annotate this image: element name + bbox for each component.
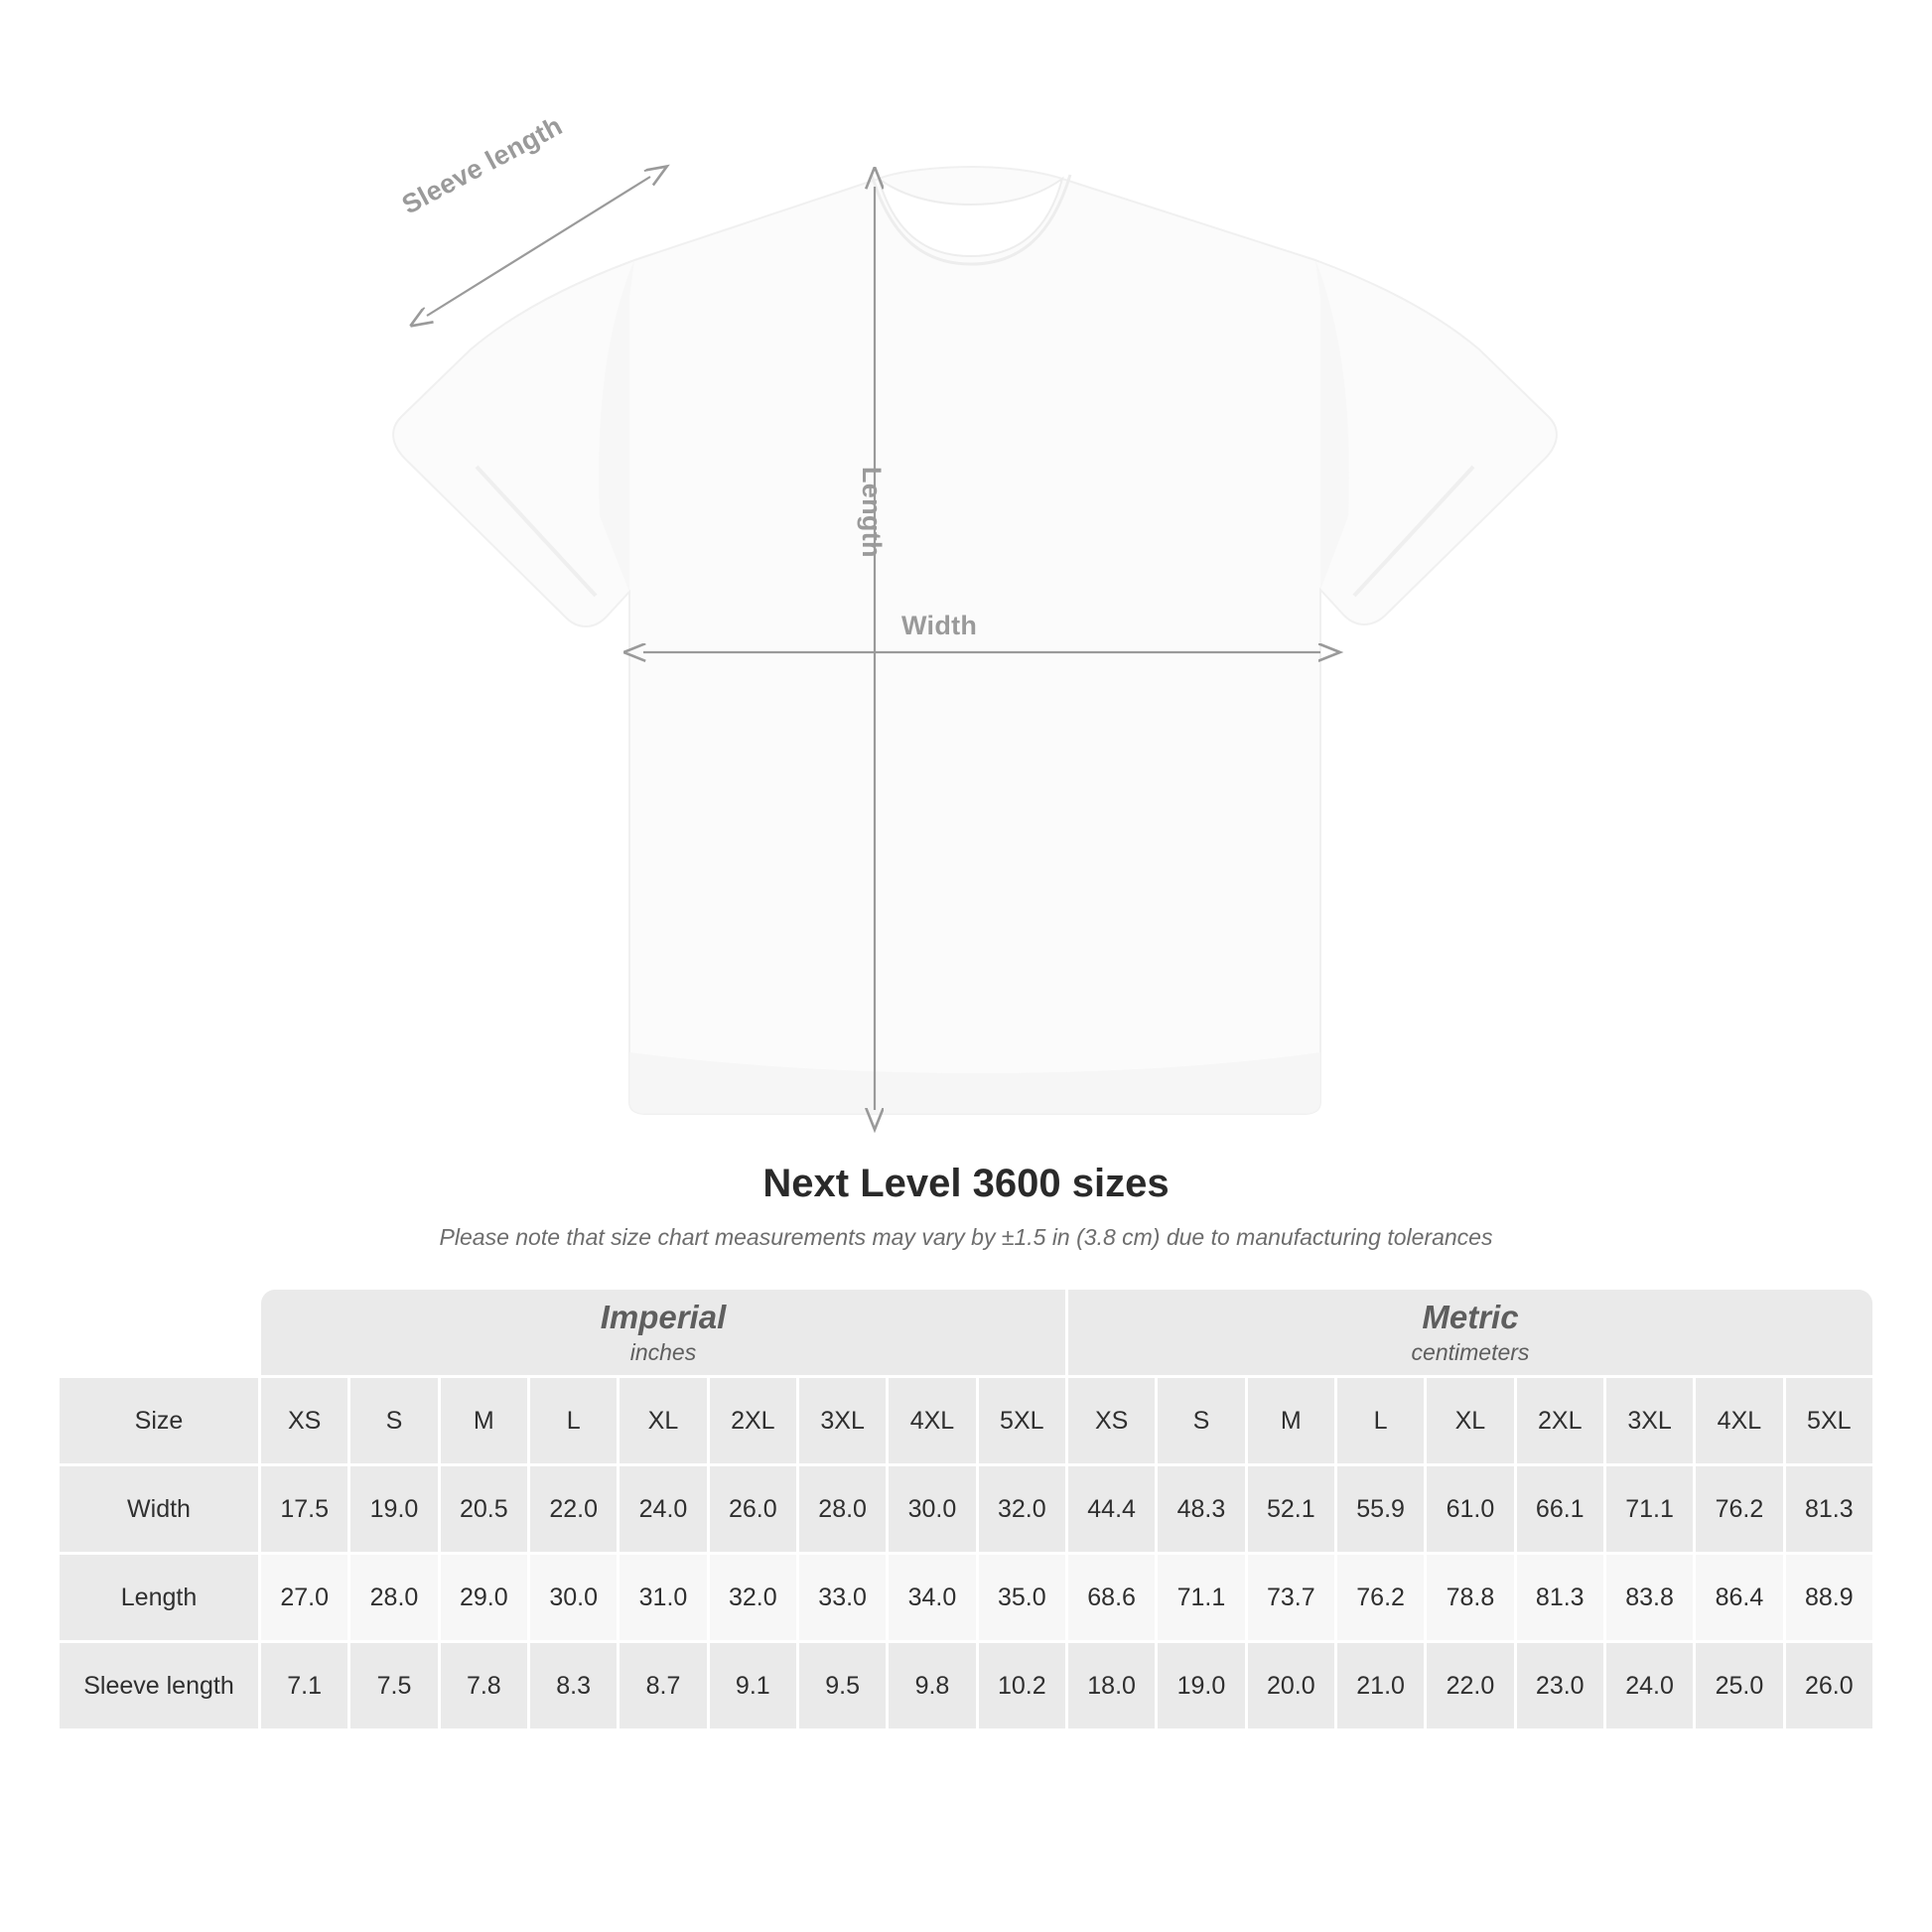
table-cell: 83.8 xyxy=(1606,1555,1693,1640)
size-header-cell: M xyxy=(1248,1378,1334,1463)
table-cell: 71.1 xyxy=(1158,1555,1244,1640)
size-header-cell: 3XL xyxy=(1606,1378,1693,1463)
table-row xyxy=(60,1555,1872,1640)
table-cell: 32.0 xyxy=(710,1555,796,1640)
table-cell: 7.1 xyxy=(261,1643,347,1728)
size-header-cell: XL xyxy=(620,1378,706,1463)
size-header-cell: 2XL xyxy=(1517,1378,1603,1463)
size-header-cell: XS xyxy=(1068,1378,1155,1463)
table-cell: 20.0 xyxy=(1248,1643,1334,1728)
table-cell: 22.0 xyxy=(530,1466,617,1552)
unit-group-metric-subtitle: centimeters xyxy=(1411,1339,1530,1366)
chart-heading xyxy=(0,1162,1932,1251)
width-label: Width xyxy=(901,611,978,640)
unit-group-imperial xyxy=(261,1290,1065,1375)
size-header-cell: 4XL xyxy=(889,1378,975,1463)
size-header-cell: 5XL xyxy=(1786,1378,1872,1463)
size-chart-table-wrapper xyxy=(57,1287,1875,1731)
table-cell: 73.7 xyxy=(1248,1555,1334,1640)
table-cell: 34.0 xyxy=(889,1555,975,1640)
table-cell: 81.3 xyxy=(1786,1466,1872,1552)
corner-cell xyxy=(60,1290,258,1375)
size-header-row xyxy=(60,1378,1872,1463)
table-row xyxy=(60,1643,1872,1728)
table-cell: 26.0 xyxy=(710,1466,796,1552)
table-cell: 81.3 xyxy=(1517,1555,1603,1640)
row-header-sleeve-length: Sleeve length xyxy=(60,1643,258,1728)
table-cell: 30.0 xyxy=(889,1466,975,1552)
size-chart-table xyxy=(57,1287,1875,1731)
table-cell: 8.7 xyxy=(620,1643,706,1728)
table-cell: 9.1 xyxy=(710,1643,796,1728)
table-cell: 86.4 xyxy=(1696,1555,1782,1640)
unit-group-metric-title: Metric xyxy=(1422,1298,1519,1335)
table-cell: 8.3 xyxy=(530,1643,617,1728)
table-cell: 7.8 xyxy=(441,1643,527,1728)
table-cell: 48.3 xyxy=(1158,1466,1244,1552)
table-cell: 21.0 xyxy=(1337,1643,1424,1728)
table-cell: 71.1 xyxy=(1606,1466,1693,1552)
table-cell: 9.8 xyxy=(889,1643,975,1728)
size-header-cell: M xyxy=(441,1378,527,1463)
size-header-cell: L xyxy=(1337,1378,1424,1463)
table-cell: 29.0 xyxy=(441,1555,527,1640)
table-cell: 31.0 xyxy=(620,1555,706,1640)
table-cell: 19.0 xyxy=(1158,1643,1244,1728)
table-cell: 88.9 xyxy=(1786,1555,1872,1640)
table-cell: 18.0 xyxy=(1068,1643,1155,1728)
length-label: Length xyxy=(857,467,887,558)
tolerance-note: Please note that size chart measurements may vary by ±1.5 in (3.8 cm) due to manufacturing tolerances xyxy=(439,1224,1493,1250)
size-header-cell: S xyxy=(350,1378,437,1463)
table-cell: 28.0 xyxy=(799,1466,886,1552)
size-header-cell: XS xyxy=(261,1378,347,1463)
unit-group-row xyxy=(60,1290,1872,1375)
table-cell: 33.0 xyxy=(799,1555,886,1640)
row-header-width: Width xyxy=(60,1466,258,1552)
size-header-label: Size xyxy=(60,1378,258,1463)
table-cell: 24.0 xyxy=(620,1466,706,1552)
unit-group-imperial-title: Imperial xyxy=(600,1298,727,1335)
table-cell: 9.5 xyxy=(799,1643,886,1728)
size-header-cell: XL xyxy=(1427,1378,1513,1463)
table-cell: 35.0 xyxy=(979,1555,1065,1640)
table-cell: 30.0 xyxy=(530,1555,617,1640)
table-cell: 22.0 xyxy=(1427,1643,1513,1728)
unit-group-imperial-subtitle: inches xyxy=(629,1339,697,1366)
table-cell: 55.9 xyxy=(1337,1466,1424,1552)
table-cell: 26.0 xyxy=(1786,1643,1872,1728)
table-cell: 68.6 xyxy=(1068,1555,1155,1640)
table-cell: 10.2 xyxy=(979,1643,1065,1728)
size-header-cell: S xyxy=(1158,1378,1244,1463)
table-cell: 78.8 xyxy=(1427,1555,1513,1640)
unit-group-metric xyxy=(1068,1290,1872,1375)
size-header-cell: 5XL xyxy=(979,1378,1065,1463)
table-cell: 61.0 xyxy=(1427,1466,1513,1552)
table-cell: 20.5 xyxy=(441,1466,527,1552)
sleeve-length-label: Sleeve length xyxy=(397,110,568,220)
size-header-cell: 4XL xyxy=(1696,1378,1782,1463)
table-cell: 44.4 xyxy=(1068,1466,1155,1552)
table-cell: 7.5 xyxy=(350,1643,437,1728)
table-row xyxy=(60,1466,1872,1552)
size-header-cell: 2XL xyxy=(710,1378,796,1463)
table-cell: 25.0 xyxy=(1696,1643,1782,1728)
table-cell: 76.2 xyxy=(1696,1466,1782,1552)
size-header-cell: 3XL xyxy=(799,1378,886,1463)
table-cell: 28.0 xyxy=(350,1555,437,1640)
table-cell: 32.0 xyxy=(979,1466,1065,1552)
table-cell: 24.0 xyxy=(1606,1643,1693,1728)
table-cell: 76.2 xyxy=(1337,1555,1424,1640)
table-cell: 23.0 xyxy=(1517,1643,1603,1728)
table-cell: 66.1 xyxy=(1517,1466,1603,1552)
table-cell: 27.0 xyxy=(261,1555,347,1640)
table-cell: 52.1 xyxy=(1248,1466,1334,1552)
table-cell: 19.0 xyxy=(350,1466,437,1552)
size-header-cell: L xyxy=(530,1378,617,1463)
row-header-length: Length xyxy=(60,1555,258,1640)
page-title: Next Level 3600 sizes xyxy=(762,1162,1170,1205)
table-cell: 17.5 xyxy=(261,1466,347,1552)
